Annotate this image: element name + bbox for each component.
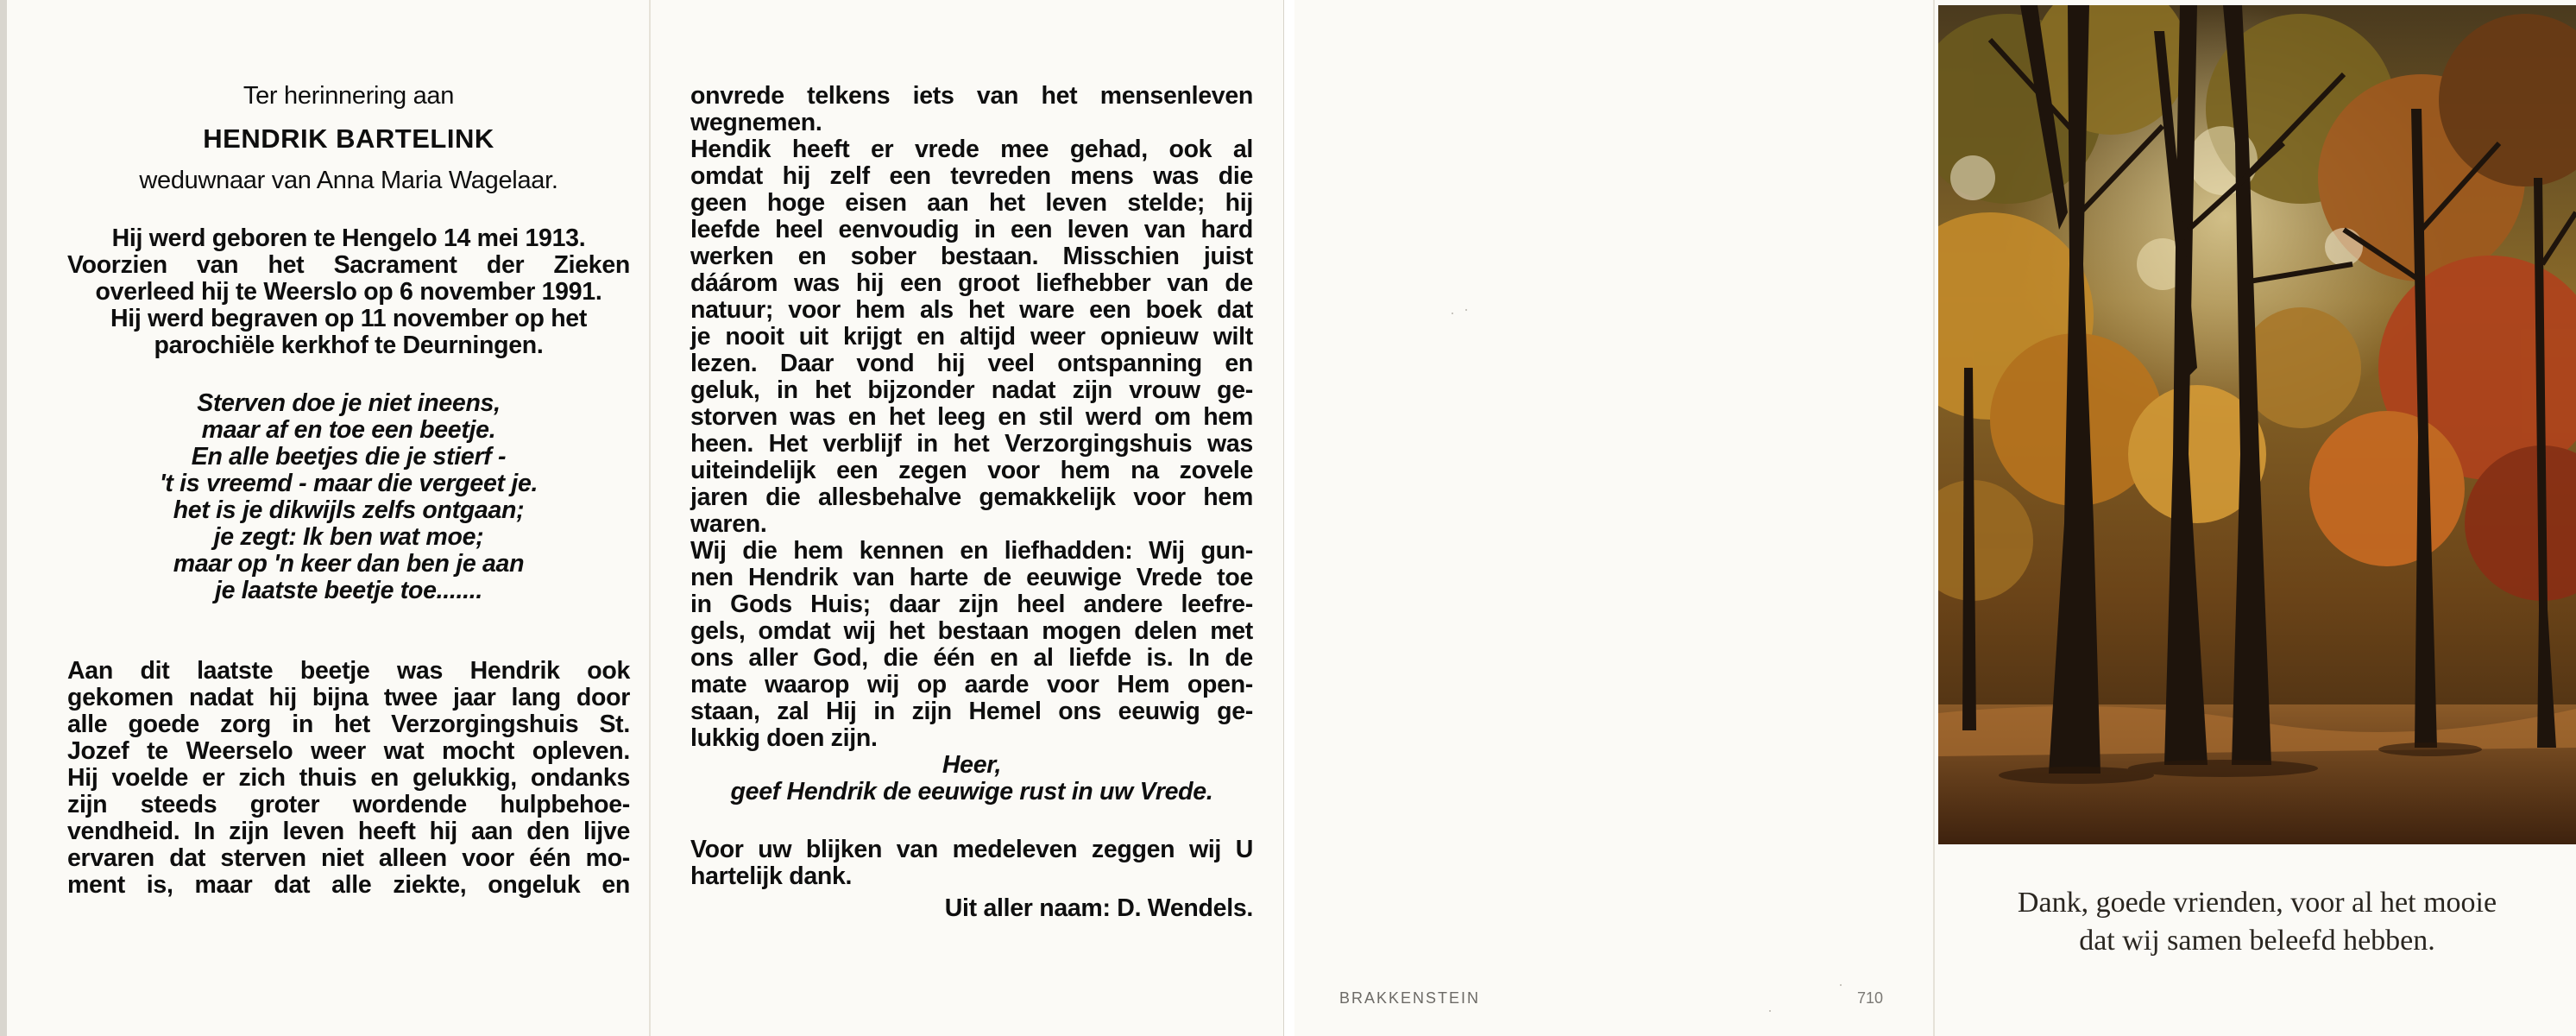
story-line: werken en sober bestaan. Misschien juist bbox=[690, 243, 1253, 270]
story-line: heen. Het verblijf in het Verzorgingshuis was bbox=[690, 430, 1253, 458]
story-line: omdat hij zelf een tevreden mens was die bbox=[690, 162, 1253, 190]
story-line: Hendik heeft er vrede mee gehad, ook al bbox=[690, 136, 1253, 163]
bio-block bbox=[67, 225, 630, 359]
story-line: geen hoge eisen aan het leven stelde; hij bbox=[690, 189, 1253, 217]
poem-line: 't is vreemd - maar die vergeet je. bbox=[159, 470, 539, 497]
thanks-block bbox=[690, 837, 1253, 890]
story-line: je nooit uit krijgt en altijd weer opnieuw wilt bbox=[690, 323, 1253, 351]
story-line: Jozef te Weerselo weer wat mocht opleven. bbox=[67, 737, 630, 765]
prayer-line: Heer, bbox=[942, 751, 1002, 779]
story-line: lukkig doen zijn. bbox=[690, 724, 878, 752]
story-line: nen Hendrik van harte de eeuwige Vrede toe bbox=[690, 564, 1253, 591]
story-continued bbox=[690, 83, 1253, 752]
story-line: in Gods Huis; daar zijn heel andere leefre- bbox=[690, 591, 1253, 618]
bio-line: overleed hij te Weerslo op 6 november 1991. bbox=[95, 278, 602, 306]
poem-line: En alle beetjes die je stierf - bbox=[191, 443, 507, 471]
story-line: onvrede telkens iets van het mensenleven bbox=[690, 82, 1253, 110]
bio-line: parochiële kerkhof te Deurningen. bbox=[154, 332, 544, 359]
story-line: dáárom was hij een groot liefhebber van de bbox=[690, 269, 1253, 297]
story-line: Aan dit laatste beetje was Hendrik ook bbox=[67, 657, 630, 685]
story-line: ervaren dat sterven niet alleen voor één mo- bbox=[67, 844, 630, 872]
story-line: storven was en het leeg en stil werd om hem bbox=[690, 403, 1253, 431]
story-line: zijn steeds groter wordende hulpbehoe- bbox=[67, 791, 630, 818]
story-line: natuur; voor hem als het ware een boek dat bbox=[690, 296, 1253, 324]
story-line: jaren die allesbehalve gemakkelijk voor hem bbox=[690, 483, 1253, 511]
story-line: mate waarop wij op aarde voor Hem open- bbox=[690, 671, 1253, 698]
outside-fold-line bbox=[1933, 0, 1935, 1036]
autumn-forest-photo bbox=[1938, 5, 2576, 844]
inside-fold-line bbox=[649, 0, 651, 1036]
left-text-column bbox=[67, 83, 630, 899]
story-line: vendheid. In zijn leven heeft hij aan den lijve bbox=[67, 818, 630, 845]
poem-line: Sterven doe je niet ineens, bbox=[197, 389, 501, 417]
story-line: ment is, maar dat alle ziekte, ongeluk en bbox=[67, 871, 630, 899]
prayer-block bbox=[690, 752, 1253, 805]
prayer-line: geef Hendrik de eeuwige rust in uw Vrede. bbox=[730, 778, 1213, 805]
card-caption bbox=[1938, 884, 2576, 960]
thanks-line: hartelijk dank. bbox=[690, 862, 853, 890]
story-line: staan, zal Hij in zijn Hemel ons eeuwig ge- bbox=[690, 698, 1253, 725]
story-line: lezen. Daar vond hij veel ontspanning en bbox=[690, 350, 1253, 377]
story-line: Wij die hem kennen en liefhadden: Wij gun- bbox=[690, 537, 1253, 565]
caption-line: dat wij samen beleefd hebben. bbox=[2079, 925, 2435, 957]
story-line: wegnemen. bbox=[690, 109, 822, 136]
poem-line: maar op 'n keer dan ben je aan bbox=[173, 550, 525, 578]
story-line: gekomen nadat hij bijna twee jaar lang door bbox=[67, 684, 630, 711]
publisher-imprint: BRAKKENSTEIN bbox=[1339, 989, 1481, 1007]
poem-line: het is je dikwijls zelfs ontgaan; bbox=[173, 496, 525, 524]
card-number: 710 bbox=[1857, 989, 1884, 1007]
story-line: gels, omdat wij het bestaan mogen delen met bbox=[690, 617, 1253, 645]
thanks-line: Voor uw blijken van medeleven zeggen wij U bbox=[690, 836, 1253, 863]
poem-line: je zegt: Ik ben wat moe; bbox=[213, 523, 484, 551]
card-gap bbox=[1284, 0, 1294, 1036]
bio-line: Voorzien van het Sacrament der Zieken bbox=[67, 251, 630, 279]
deceased-name: HENDRIK BARTELINK bbox=[203, 123, 494, 154]
signature: Uit aller naam: D. Wendels. bbox=[944, 894, 1253, 922]
story-line: ons aller God, die één en al liefde is. In de bbox=[690, 644, 1253, 672]
bio-line: Hij werd geboren te Hengelo 14 mei 1913. bbox=[111, 224, 586, 252]
relation-line: weduwnaar van Anna Maria Wagelaar. bbox=[139, 167, 558, 194]
memorial-heading: Ter herinnering aan bbox=[242, 82, 455, 110]
story-line: leefde heel eenvoudig in een leven van hard bbox=[690, 216, 1253, 243]
bio-line: Hij werd begraven op 11 november op het bbox=[110, 305, 588, 332]
story-line: waren. bbox=[690, 510, 767, 538]
poem-line: je laatste beetje toe....... bbox=[215, 577, 482, 604]
caption-line: Dank, goede vrienden, voor al het mooie bbox=[2017, 887, 2497, 919]
story-line: Hij voelde er zich thuis en gelukkig, ondanks bbox=[67, 764, 630, 792]
poem-line: maar af en toe een beetje. bbox=[201, 416, 496, 444]
story-line: uiteindelijk een zegen voor hem na zovele bbox=[690, 457, 1253, 484]
middle-text-column bbox=[690, 83, 1253, 922]
poem-block bbox=[67, 390, 630, 604]
story-line: geluk, in het bijzonder nadat zijn vrouw ge- bbox=[690, 376, 1253, 404]
story-paragraph bbox=[67, 658, 630, 899]
story-line: alle goede zorg in het Verzorgingshuis St. bbox=[67, 711, 630, 738]
